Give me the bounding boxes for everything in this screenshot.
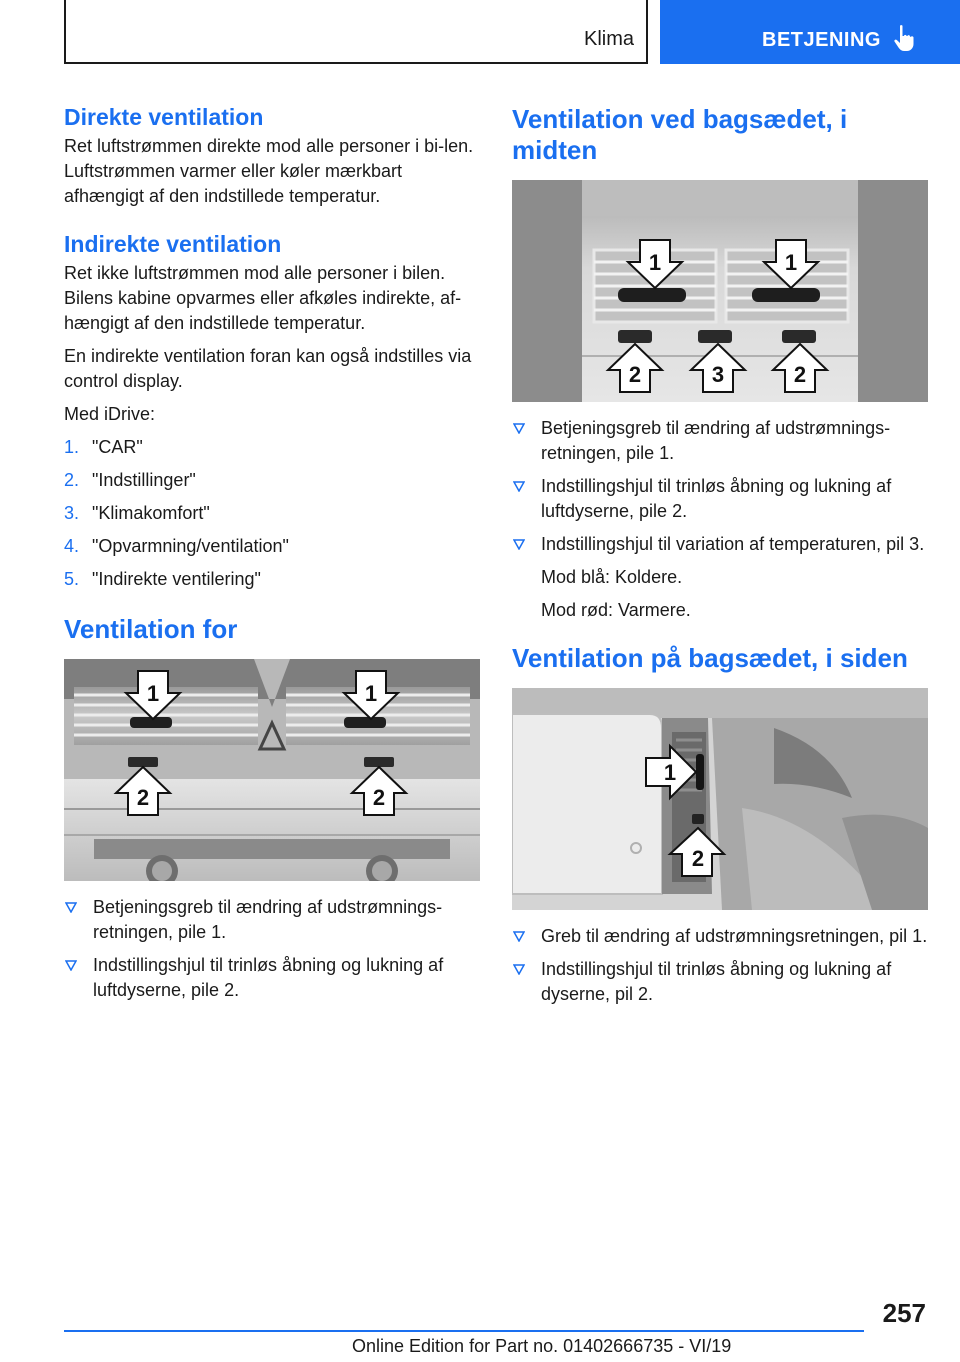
svg-text:1: 1 — [364, 681, 378, 706]
header-chapter-title: BETJENING — [762, 29, 881, 51]
front-vent-bullets — [64, 895, 480, 1003]
list-item: Betjeningsgreb til ændring af udstrømnings-retningen, pile 1. — [64, 895, 480, 945]
rear-center-vents-figure — [512, 180, 928, 402]
svg-text:2: 2 — [136, 785, 150, 810]
svg-text:2: 2 — [628, 362, 642, 387]
left-column — [64, 100, 480, 1011]
svg-text:1: 1 — [648, 250, 662, 275]
triangle-bullet-icon — [65, 960, 77, 971]
svg-text:1: 1 — [784, 250, 798, 275]
text-indirect-ventilation: Ret ikke luftstrømmen mod alle personer i bilen. Bilens kabine opvarmes eller afkøles indirekte, af-hængigt af den indstillede temperatur. — [64, 263, 462, 333]
sub-note-red: Mod rød: Varmere. — [541, 600, 691, 620]
idrive-steps — [64, 435, 480, 592]
right-column — [512, 104, 928, 1015]
text-direct-ventilation: Ret luftstrømmen direkte mod alle personer i bi-len. Luftstrømmen varmer eller køler mærkbart afhængigt af den indstillede temperatur. — [64, 136, 474, 206]
svg-text:3: 3 — [711, 362, 725, 387]
footer-divider — [64, 1330, 864, 1332]
list-item: Indstillingshjul til trinløs åbning og lukning af dyserne, pil 2. — [512, 957, 928, 1007]
step-item: 2. "Indstillinger" — [64, 470, 196, 490]
front-vents-figure — [64, 659, 480, 881]
heading-front-ventilation: Ventilation for — [64, 614, 238, 644]
list-item: Greb til ændring af udstrømningsretningen, pil 1. — [512, 924, 928, 949]
list-item: Indstillingshjul til variation af temperaturen, pil 3. Mod blå: Koldere. Mod rød: Varmere. — [512, 532, 928, 623]
triangle-bullet-icon — [513, 539, 525, 550]
rear-side-vent-figure — [512, 688, 928, 910]
triangle-bullet-icon — [65, 902, 77, 913]
header-section-box — [64, 0, 648, 64]
page-number: 257 — [882, 1298, 926, 1328]
list-item: Betjeningsgreb til ændring af udstrømnings-retningen, pile 1. — [512, 416, 928, 466]
footer-edition: Online Edition for Part no. 01402666735 - VI/19 — [352, 1336, 732, 1356]
svg-text:2: 2 — [691, 846, 705, 871]
triangle-bullet-icon — [513, 964, 525, 975]
svg-text:1: 1 — [146, 681, 160, 706]
text-indirect-control-display: En indirekte ventilation foran kan også indstilles via control display. — [64, 346, 472, 391]
header-section-title: Klima — [583, 28, 634, 50]
heading-rear-side-ventilation: Ventilation på bagsædet, i siden — [512, 643, 908, 673]
hand-pointer-icon — [892, 24, 916, 52]
step-item: 1. "CAR" — [64, 437, 143, 457]
svg-text:1: 1 — [663, 760, 677, 785]
step-item: 5. "Indirekte ventilering" — [64, 569, 261, 589]
triangle-bullet-icon — [513, 423, 525, 434]
list-item: Indstillingshjul til trinløs åbning og lukning af luftdyserne, pile 2. — [64, 953, 480, 1003]
text-idrive: Med iDrive: — [64, 404, 156, 424]
sub-note-blue: Mod blå: Koldere. — [541, 567, 683, 587]
heading-rear-center-ventilation: Ventilation ved bagsædet, i midten — [512, 104, 848, 165]
step-item: 3. "Klimakomfort" — [64, 503, 210, 523]
svg-text:2: 2 — [793, 362, 807, 387]
header-chapter-tab[interactable] — [660, 0, 960, 64]
heading-direct-ventilation: Direkte ventilation — [64, 104, 264, 130]
heading-indirect-ventilation: Indirekte ventilation — [64, 231, 282, 257]
step-item: 4. "Opvarmning/ventilation" — [64, 536, 289, 556]
triangle-bullet-icon — [513, 931, 525, 942]
triangle-bullet-icon — [513, 481, 525, 492]
svg-text:2: 2 — [372, 785, 386, 810]
rear-side-bullets — [512, 924, 928, 1007]
list-item: Indstillingshjul til trinløs åbning og lukning af luftdyserne, pile 2. — [512, 474, 928, 524]
rear-center-bullets — [512, 416, 928, 623]
